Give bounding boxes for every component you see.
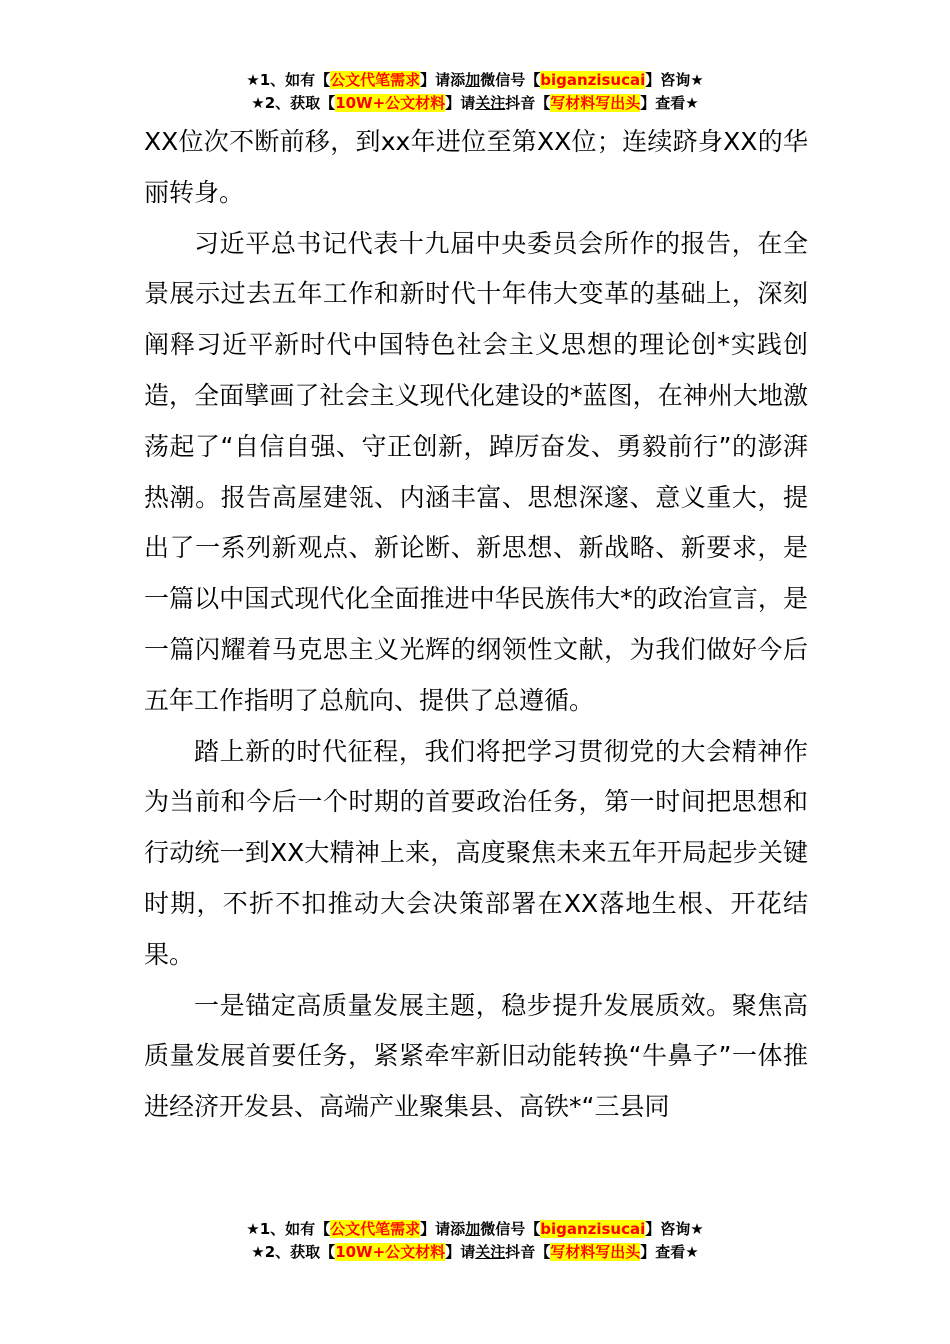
- materials-highlight: 10W+公文材料: [335, 1243, 446, 1261]
- header-banner: [0, 69, 950, 115]
- materials-highlight: 10W+公文材料: [335, 94, 446, 112]
- wechat-id-highlight: biganzisucai: [540, 1220, 646, 1238]
- paragraph: 踏上新的时代征程，我们将把学习贯彻党的大会精神作为当前和今后一个时期的首要政治任务，第一时间把思想和行动统一到XX大精神上来，高度聚焦未来五年开局起步关键时期，不折不扣推动大会决策部署在XX落地生根、开花结果。: [144, 736, 808, 969]
- footer-banner-line-1: ★1、如有【公文代笔需求】请添加微信号【biganzisucai】咨询★: [246, 1220, 704, 1238]
- document-body: [144, 117, 808, 1133]
- paragraph: 一是锚定高质量发展主题，稳步提升发展质效。聚焦高质量发展首要任务，紧紧牵牢新旧动能转换“牛鼻子”一体推进经济开发县、高端产业聚集县、高铁*“三县同: [144, 990, 808, 1122]
- douyin-account-highlight: 写材料写出头: [550, 1243, 641, 1261]
- header-banner-line-2: ★2、获取【10W+公文材料】请关注抖音【写材料写出头】查看★: [251, 94, 699, 112]
- service-highlight: 公文代笔需求: [330, 1220, 421, 1238]
- wechat-id-highlight: biganzisucai: [540, 71, 646, 89]
- paragraph: 习近平总书记代表十九届中央委员会所作的报告，在全景展示过去五年工作和新时代十年伟大变革的基础上，深刻阐释习近平新时代中国特色社会主义思想的理论创*实践创造，全面擘画了社会主义现代化建设的*蓝图，在神州大地激荡起了“自信自强、守正创新，踔厉奋发、勇毅前行”的澎湃热潮。报告高屋建瓴、内涵丰富、思想深邃、意义重大，提出了一系列新观点、新论断、新思想、新战略、新要求，是一篇以中国式现代化全面推进中华民族伟大*的政治宣言，是一篇闪耀着马克思主义光辉的纲领性文献，为我们做好今后五年工作指明了总航向、提供了总遵循。: [144, 228, 808, 715]
- douyin-account-highlight: 写材料写出头: [550, 94, 641, 112]
- footer-banner-line-2: ★2、获取【10W+公文材料】请关注抖音【写材料写出头】查看★: [251, 1243, 699, 1261]
- header-banner-line-1: ★1、如有【公文代笔需求】请添加微信号【biganzisucai】咨询★: [246, 71, 704, 89]
- footer-banner: [0, 1218, 950, 1264]
- paragraph: XX位次不断前移，到xx年进位至第XX位；连续跻身XX的华丽转身。: [144, 127, 808, 207]
- service-highlight: 公文代笔需求: [330, 71, 421, 89]
